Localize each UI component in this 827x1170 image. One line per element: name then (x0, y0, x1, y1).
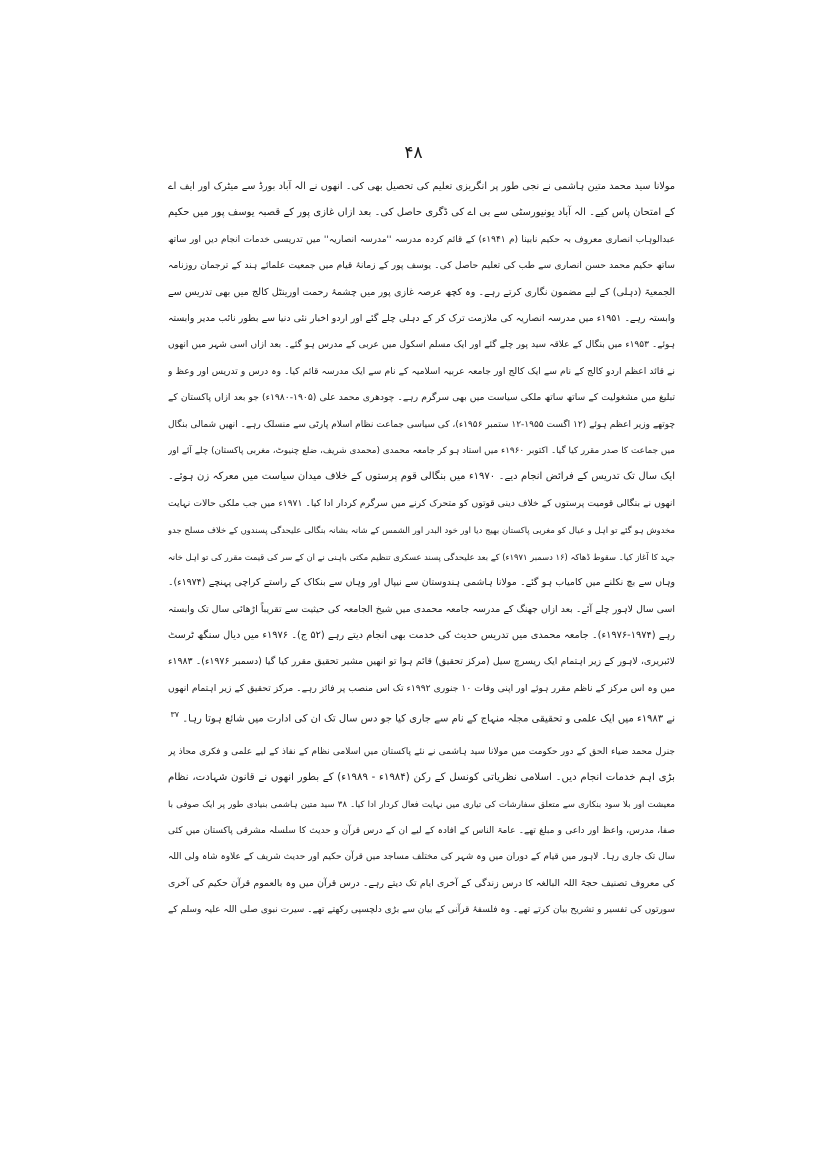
text-line: انھوں نے بنگالی قومیت پرستوں کے خلاف دینی قوتوں کو متحرک کرنے میں سرگرم کردار ادا کیا۔ ۱۹۷۱ء میں جب ملکی حالات نہایت (168, 497, 675, 509)
text-line: نے ۱۹۸۳ء میں ایک علمی و تحقیقی مجلہ منہاج کے نام سے جاری کیا جو دس سال تک ان کی ادارت میں شائع ہوتا رہا۔ (182, 713, 675, 725)
text-line: وابستہ رہے۔ ۱۹۵۱ء میں مدرسہ انصاریہ کی ملازمت ترک کر کے دہلی چلے گئے اور اردو اخبار نئی دنیا سے بطور نائب مدیر وابستہ (168, 313, 675, 325)
text-line: الجمعیۃ (دہلی) کے لیے مضمون نگاری کرتے رہے۔ وہ کچھ عرصہ غازی پور میں چشمۂ رحمت اورینٹل کالج میں بھی تدریس سے (168, 286, 675, 298)
text-line: عبدالوہاب انصاری معروف بہ حکیم نابینا (م ۱۹۴۱ء) کے قائم کردہ مدرسہ ''مدرسہ انصاریہ'' میں تدریسی خدمات انجام دیں اور ساتھ (168, 234, 675, 245)
text-line: جہد کا آغاز کیا۔ سقوط ڈھاکہ (۱۶ دسمبر ۱۹۷۱ء) کے بعد علیحدگی پسند عسکری تنظیم مکتی باہنی نے ان کے سر کی قیمت مقرر کی تو اہل خانہ (168, 551, 675, 562)
text-line: مخدوش ہو گئے تو اہل و عیال کو مغربی پاکستان بھیج دیا اور خود البدر اور الشمس کے شانہ بشانہ بنگالی علیحدگی پسندوں کے خلاف مسلح جدو (168, 525, 675, 536)
text-line: مولانا سید محمد متین ہاشمی نے نجی طور پر انگریزی تعلیم کی تحصیل بھی کی۔ انھوں نے الہ آباد بورڈ سے میٹرک اور ایف اے (168, 181, 675, 192)
text-line: وہاں سے بچ نکلنے میں کامیاب ہو گئے۔ مولانا ہاشمی ہندوستان سے نیپال اور وہاں سے بنکاک کے راستے کراچی پہنچے (۱۹۷۴ء)۔ (168, 577, 675, 589)
text-line: تبلیغ میں مشغولیت کے ساتھ ساتھ ملکی سیاست میں بھی سرگرم رہے۔ چودھری محمد علی (۱۹۰۵-۱۹۸۰ء) جو بعد ازاں پاکستان کے (168, 392, 675, 404)
footnote-marker: ۳۷ (170, 710, 180, 720)
text-line-last (168, 702, 675, 733)
text-line: کے امتحان پاس کیے۔ الہ آباد یونیورسٹی سے بی اے کی ڈگری حاصل کی۔ بعد ازاں غازی پور کے قصبہ یوسف پور میں حکیم (168, 207, 675, 219)
text-line: کی معروف تصنیف حجۃ اللہ البالغہ کا درس زندگی کے آخری ایام تک دیتے رہے۔ درس قرآن میں وہ بالعموم قرآن حکیم کی آخری (168, 877, 675, 889)
text-line: رہے (۱۹۷۴-۱۹۷۶ء)۔ جامعہ محمدی میں تدریس حدیث کی خدمت بھی انجام دیتے رہے (۵۲ ج)۔ ۱۹۷۶ء میں دیال سنگھ ٹرسٹ (168, 629, 675, 641)
text-line: بڑی اہم خدمات انجام دیں۔ اسلامی نظریاتی کونسل کے رکن (۱۹۸۴ء - ۱۹۸۹ء) کے بطور انھوں نے قانون شہادت، نظام (168, 772, 675, 784)
body-text (168, 174, 675, 924)
paragraph-2 (168, 739, 675, 924)
paragraph-1 (168, 174, 675, 733)
text-line: ایک سال تک تدریس کے فرائض انجام دیے۔ ۱۹۷۰ء میں بنگالی قوم پرستوں کے خلاف میدان سیاست میں معرکہ زن ہوئے۔ (168, 471, 675, 483)
text-line: جنرل محمد ضیاء الحق کے دور حکومت میں مولانا سید ہاشمی نے نئے پاکستان میں اسلامی نظام کے نفاذ کے لیے علمی و فکری محاذ پر (168, 746, 675, 757)
text-line: چوتھے وزیر اعظم ہوئے (۱۲ اگست ۱۹۵۵-۱۲ ستمبر ۱۹۵۶ء)، کی سیاسی جماعت نظام اسلام پارٹی سے منسلک رہے۔ انھیں شمالی بنگال (168, 419, 675, 430)
text-line: لائبریری، لاہور کے زیر اہتمام ایک ریسرچ سیل (مرکز تحقیق) قائم ہوا تو انھیں مشیر تحقیق مقرر کیا گیا (دسمبر ۱۹۷۶ء)۔ ۱۹۸۳ء (168, 656, 675, 668)
text-line: صفا، مدرس، واعظ اور داعی و مبلغ تھے۔ عامۃ الناس کے افادہ کے لیے ان کے درس قرآن و حدیث کا سلسلہ مشرقی پاکستان میں کئی (168, 826, 675, 837)
text-line: میں وہ اس مرکز کے ناظم مقرر ہوئے اور اپنی وفات ۱۰ جنوری ۱۹۹۲ء تک اس منصب پر فائز رہے۔ مرکز تحقیق کے زیر اہتمام انھوں (168, 682, 675, 694)
text-line: میں جماعت کا صدر مقرر کیا گیا۔ اکتوبر ۱۹۶۰ء میں استاد ہو کر جامعہ محمدی (محمدی شریف، ضلع چنیوٹ، مغربی پاکستان) چلے آئے اور (168, 446, 675, 457)
text-line: سورتوں کی تفسیر و تشریح بیان کرتے تھے۔ وہ فلسفۂ قرآنی کے بیان سے بڑی دلچسپی رکھتے تھے۔ سیرت نبوی صلی اللہ علیہ وسلم کے (168, 905, 675, 916)
text-line: سال تک جاری رہا۔ لاہور میں قیام کے دوران میں وہ شہر کی مختلف مساجد میں قرآن حکیم اور حدیث شریف کے علاوہ شاہ ولی اللہ (168, 852, 675, 863)
text-line: ہوئے۔ ۱۹۵۳ء میں بنگال کے علاقہ سید پور چلے گئے اور ایک مسلم اسکول میں عربی کے مدرس ہو گئے۔ بعد ازاں اسی شہر میں انھوں (168, 340, 675, 351)
text-line: اسی سال لاہور چلے آئے۔ بعد ازاں جھنگ کے مدرسہ جامعہ محمدی میں شیخ الجامعہ کی حیثیت سے تقریباً اڑھائی سال تک وابستہ (168, 603, 675, 615)
text-line: ساتھ حکیم محمد حسن انصاری سے طب کی تعلیم حاصل کی۔ یوسف پور کے زمانۂ قیام میں جمعیت علمائے ہند کے ترجمان روزنامہ (168, 260, 675, 272)
page-number: ۴۸ (404, 143, 423, 163)
text-line: نے قائد اعظم اردو کالج کے نام سے ایک کالج اور جامعہ عربیہ اسلامیہ کے نام سے ایک مدرسہ قائم کیا۔ وہ درس و تدریس اور وعظ و (168, 365, 675, 377)
text-line: معیشت اور بلا سود بنکاری سے متعلق سفارشات کی تیاری میں نہایت فعال کردار ادا کیا۔ ۳۸ سید متین ہاشمی بنیادی طور پر ایک صوفی با (168, 799, 675, 810)
